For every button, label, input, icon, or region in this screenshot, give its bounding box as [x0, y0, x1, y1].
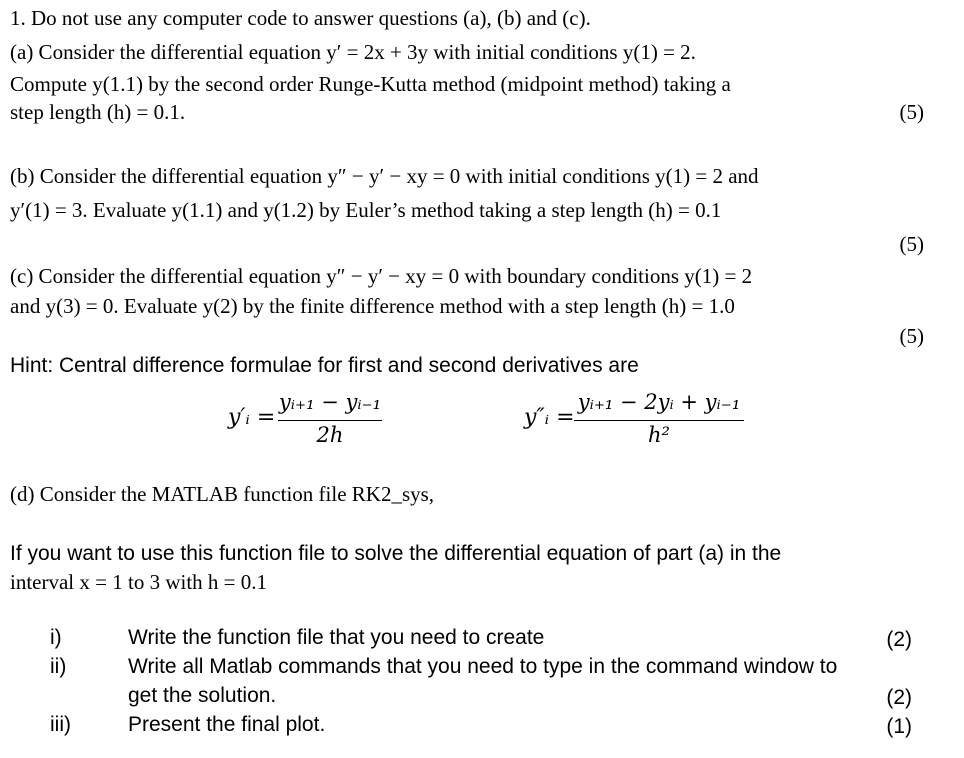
formula-second-derivative-denominator: h² [648, 423, 670, 447]
part-a-line-2: Compute y(1.1) by the second order Runge-Kutta method (midpoint method) taking a [10, 72, 731, 96]
fraction-bar [278, 420, 382, 421]
formula-second-derivative-numerator: yᵢ₊₁ − 2yᵢ + yᵢ₋₁ [577, 390, 741, 414]
formula-first-derivative-numerator: yᵢ₊₁ − yᵢ₋₁ [278, 390, 382, 414]
item-text-continued: get the solution. [128, 684, 277, 707]
item-text: Present the final plot. [128, 713, 326, 736]
formula-second-derivative [574, 390, 744, 450]
question-intro: 1. Do not use any computer code to answer questions (a), (b) and (c). [10, 6, 591, 30]
formula-second-derivative-lhs: y″ᵢ = [524, 405, 575, 430]
item-marks: (2) [886, 628, 912, 651]
item-number: iii) [50, 713, 71, 736]
part-b-line-2: y′(1) = 3. Evaluate y(1.1) and y(1.2) by Euler’s method taking a step length (h) = 0.1 [10, 198, 722, 222]
part-c-line-1: (c) Consider the differential equation y″ − y′ − xy = 0 with boundary conditions y(1) = 2 [10, 264, 753, 288]
formula-first-derivative [278, 390, 382, 450]
item-number: i) [50, 626, 62, 649]
part-d-line-1: (d) Consider the MATLAB function file RK2_sys, [10, 482, 435, 506]
part-a-line-1: (a) Consider the differential equation y′ = 2x + 3y with initial conditions y(1) = 2. [10, 40, 696, 64]
item-text: Write the function file that you need to create [128, 626, 545, 649]
part-c-marks: (5) [899, 324, 924, 348]
part-b-marks: (5) [899, 232, 924, 256]
item-marks: (2) [886, 686, 912, 709]
formula-first-derivative-lhs: y′ᵢ = [228, 405, 276, 430]
part-a-line-3: step length (h) = 0.1. [10, 100, 186, 124]
part-a-marks: (5) [899, 100, 924, 124]
item-number: ii) [50, 655, 67, 678]
item-marks: (1) [886, 715, 912, 738]
part-d-line-3: interval x = 1 to 3 with h = 0.1 [10, 570, 267, 594]
hint-text: Hint: Central difference formulae for first and second derivatives are [10, 354, 639, 377]
item-text: Write all Matlab commands that you need to type in the command window to [128, 655, 838, 678]
part-c-line-2: and y(3) = 0. Evaluate y(2) by the finite difference method with a step length (h) = 1.0 [10, 294, 735, 318]
part-b-line-1: (b) Consider the differential equation y″ − y′ − xy = 0 with initial conditions y(1) = 2 and [10, 164, 759, 188]
part-d-line-2: If you want to use this function file to solve the differential equation of part (a) in the [10, 542, 782, 565]
formula-first-derivative-denominator: 2h [316, 423, 344, 447]
fraction-bar [574, 420, 744, 421]
